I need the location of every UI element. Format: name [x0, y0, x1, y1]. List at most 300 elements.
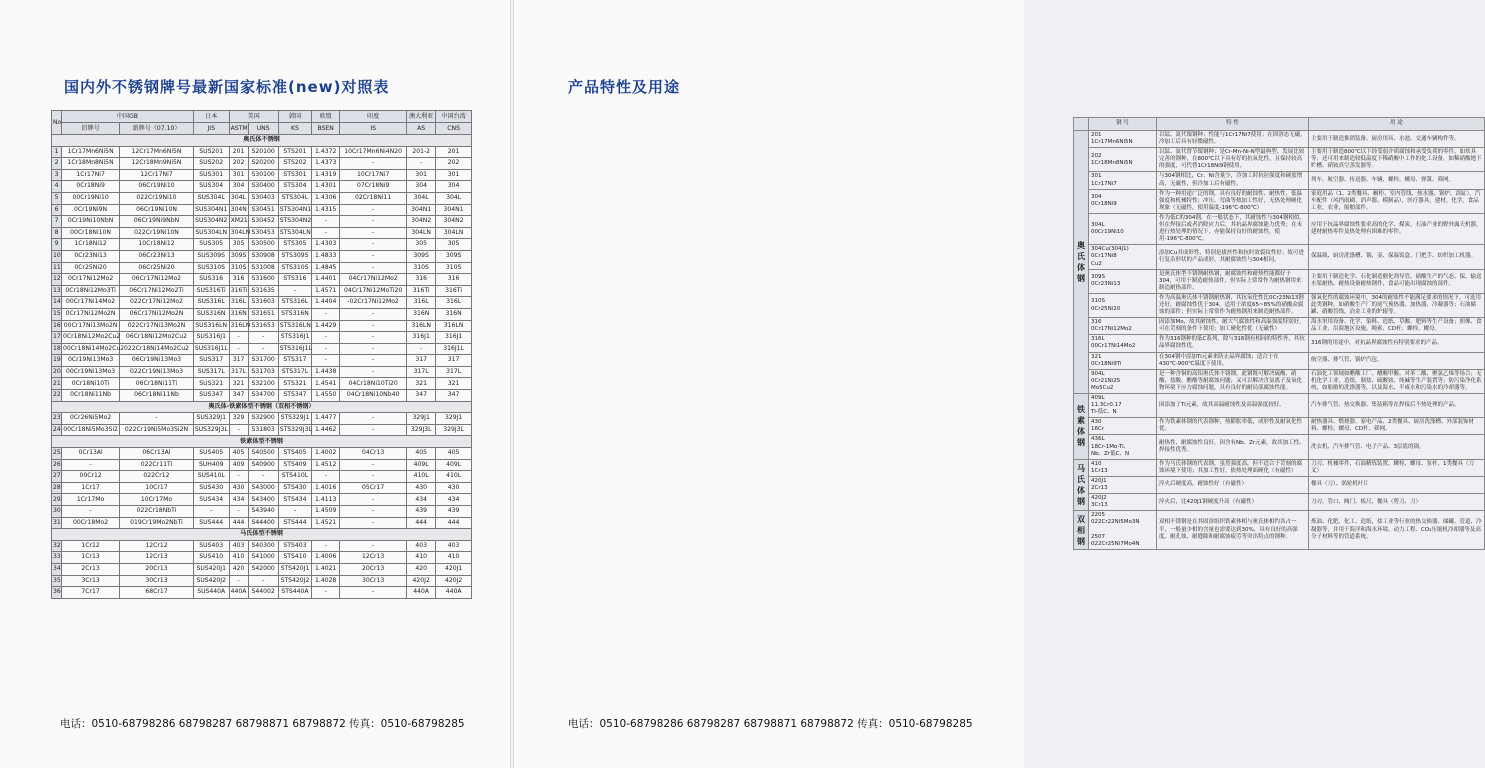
category-label: 铁 素 体 钢 [1074, 394, 1089, 460]
features-cell: 在304钢中添加Ti元素来防止晶界腐蚀；适合于在430℃-900℃温度下使用。 [1157, 352, 1309, 369]
table-cell: 329 [229, 413, 248, 425]
table-cell: 317 [436, 355, 472, 367]
row-number: 33 [52, 552, 62, 564]
table-cell: - [248, 343, 278, 355]
table-cell: STS317 [278, 355, 312, 367]
table-cell: 022Cr17Ni12Mo2 [120, 297, 194, 309]
table-cell: 0Cr18Ni11Nb [62, 390, 120, 402]
table-cell: S41000 [248, 552, 278, 564]
table-cell: 022Cr18NbTi [120, 506, 194, 518]
table-cell: 301 [407, 169, 436, 181]
uses-cell: 主要用于制造化学、石化制造催化剂导管、硝酸生产的气态、保、输送水渠耐热、耐热设备耐热钢件，食品可能出现腐蚀的部件。 [1309, 269, 1485, 293]
features-cell: 淬火后硬度高，耐蚀性好（有磁性） [1157, 476, 1309, 493]
table-row [52, 517, 472, 529]
table-cell: 317L [407, 366, 436, 378]
table-cell: S31803 [248, 424, 278, 436]
page-fold [510, 0, 514, 768]
properties-table [1073, 117, 1485, 550]
table-cell: SUS405 [193, 448, 229, 460]
table-cell: SUS316LN [193, 320, 229, 332]
table-cell: SUS202 [193, 158, 229, 170]
table-cell: - [340, 320, 407, 332]
table-cell: S32900 [248, 413, 278, 425]
table-cell: 1.4477 [312, 413, 340, 425]
table-cell: S31603 [248, 297, 278, 309]
table-cell: - [340, 459, 407, 471]
table-cell: 00Cr19Ni10 [62, 192, 120, 204]
table-row [1074, 494, 1485, 511]
table-cell: STS316 [278, 274, 312, 286]
table-cell: 316L [436, 297, 472, 309]
page-title: 国内外不锈钢牌号最新国家标准(new)对照表 [64, 78, 390, 96]
features-cell: 作为低C的304钢，在一般状态下，其耐蚀性与304钢相似，但在焊接后或者消除应力后，其抗晶界腐蚀能力优秀；在未进行热处理的情况下，亦能保持良好的耐蚀性，使用-196℃-800℃。 [1157, 213, 1309, 244]
table-cell: 410 [229, 552, 248, 564]
row-number: 23 [52, 413, 62, 425]
table-cell: 00Cr18Ni5Mo3Si2 [62, 424, 120, 436]
table-cell: 05Cr17 [340, 482, 407, 494]
table-row [1074, 213, 1485, 244]
table-cell: 409L [407, 459, 436, 471]
table-cell: 444 [436, 517, 472, 529]
table-row [52, 204, 472, 216]
table-cell: - [340, 366, 407, 378]
table-cell: 305 [407, 239, 436, 251]
table-cell: - [312, 227, 340, 239]
contact-footer: 电话：0510-68798286 68798287 68798871 68798872 传真：0510-68798285 [60, 718, 465, 730]
table-cell: SUS321 [193, 378, 229, 390]
table-cell: - [278, 506, 312, 518]
table-cell: - [229, 424, 248, 436]
col-jis-code: JIS [193, 123, 229, 135]
table-cell: - [340, 239, 407, 251]
table-cell: 2Cr13 [62, 563, 120, 575]
table-cell: - [120, 413, 194, 425]
table-cell: 316Ti [229, 285, 248, 297]
col-gb-old: 旧牌号 [62, 123, 120, 135]
table-cell: 304LN [229, 227, 248, 239]
table-cell: STS316J1L [278, 343, 312, 355]
table-cell: 06Cr13Al [120, 448, 194, 460]
table-row [1074, 459, 1485, 476]
table-row [1074, 269, 1485, 293]
table-cell: SUS316J1L [193, 343, 229, 355]
table-cell: 0Cr19Ni13Mo3 [62, 355, 120, 367]
table-row [52, 448, 472, 460]
table-cell: 04Cr17Ni12Mo2 [340, 274, 407, 286]
row-number: 6 [52, 204, 62, 216]
table-cell: S30400 [248, 181, 278, 193]
table-cell: - [312, 471, 340, 483]
table-cell: - [312, 587, 340, 599]
grade-comparison-table [51, 110, 472, 599]
table-cell: 440A [229, 587, 248, 599]
table-row [1074, 245, 1485, 269]
category-label: 双 相 钢 [1074, 511, 1089, 549]
table-cell: STS304LN [278, 227, 312, 239]
table-cell: 439 [407, 506, 436, 518]
table-cell: STS309S [278, 250, 312, 262]
table-cell: S43400 [248, 494, 278, 506]
uses-cell: 家庭用品（1、2类餐具、橱柜、室内管线、热水器、锅炉、浴缸），汽车配件（风挡雨刷、消声器、模制品），医疗器具，建材，化学，食品工业，农业，船舶部件。 [1309, 189, 1485, 213]
features-cell: 耐热性、耐腐蚀性良好，因含有Nb、Zr元素，故其加工性、焊接性优秀。 [1157, 435, 1309, 459]
grade-cell: 310S 0Cr25Ni20 [1089, 293, 1157, 317]
table-cell: 304L [407, 192, 436, 204]
table-cell: 12Cr13 [120, 552, 194, 564]
table-cell: 201 [229, 146, 248, 158]
group-row [52, 135, 472, 147]
table-cell: 1.4021 [312, 563, 340, 575]
table-row [1074, 418, 1485, 435]
table-cell: S31703 [248, 366, 278, 378]
table-cell: - [340, 204, 407, 216]
table-cell: 304 [436, 181, 472, 193]
table-cell: S42000 [248, 563, 278, 575]
uses-cell: 316钢的用途中，对抗晶界腐蚀性有特别要求的产品。 [1309, 335, 1485, 352]
table-row [52, 366, 472, 378]
table-cell: SUS304N2 [193, 216, 229, 228]
table-cell: S30452 [248, 216, 278, 228]
table-cell: 316N [229, 308, 248, 320]
table-cell: 329J1 [407, 413, 436, 425]
table-cell: 403 [436, 540, 472, 552]
table-row [1074, 476, 1485, 493]
table-cell: 304N [229, 204, 248, 216]
table-cell: 10Cr18Ni12 [120, 239, 194, 251]
table-cell: 1.4509 [312, 506, 340, 518]
table-cell: 1Cr18Mn8Ni5N [62, 158, 120, 170]
table-cell: STS405 [278, 448, 312, 460]
table-cell: S44002 [248, 587, 278, 599]
table-cell: SUS309S [193, 250, 229, 262]
grade-cell: 420J2 3Cr13 [1089, 494, 1157, 511]
table-cell: STS201 [278, 146, 312, 158]
category-label: 马 氏 体 钢 [1074, 459, 1089, 511]
table-row [1074, 318, 1485, 335]
table-cell: 410L [407, 471, 436, 483]
table-cell: - [229, 506, 248, 518]
table-cell: - [340, 332, 407, 344]
table-cell: 10Cr17Ni7 [340, 169, 407, 181]
table-cell: 434 [407, 494, 436, 506]
table-cell: 0Cr17Ni12Mo2N [62, 308, 120, 320]
table-cell: - [312, 308, 340, 320]
table-cell: S20100 [248, 146, 278, 158]
features-cell: 是一种含铜的高铝奥氏体不锈钢，此钢既可解决硫酸、硝酸、盐酸、醋酸等耐腐蚀问题；又可以解决含氯离子及氧化物环境下应力腐蚀问题，具有良好的耐局部腐蚀性能。 [1157, 369, 1309, 393]
table-cell: 405 [229, 448, 248, 460]
row-number: 20 [52, 366, 62, 378]
table-cell: 1.4571 [312, 285, 340, 297]
grade-cell: 409L 11.3Cr0.17 Ti-低C、N [1089, 394, 1157, 418]
table-row [52, 552, 472, 564]
table-cell: XM21 [229, 216, 248, 228]
table-row [52, 587, 472, 599]
table-cell: - [312, 343, 340, 355]
table-cell: 304L [436, 192, 472, 204]
table-cell: - [340, 227, 407, 239]
col-no: No [52, 111, 62, 135]
table-cell: 0Cr19Ni9N [62, 204, 120, 216]
features-cell: 淬火后，比420J1钢硬度升高（有磁性） [1157, 494, 1309, 511]
table-cell: SUS430 [193, 482, 229, 494]
table-cell: 1.4306 [312, 192, 340, 204]
table-row [52, 413, 472, 425]
table-row [1074, 131, 1485, 148]
col-bsen-code: BSEN [312, 123, 340, 135]
table-cell: 022Cr19Ni10 [120, 192, 194, 204]
table-cell: STS202 [278, 158, 312, 170]
table-cell: 1.4401 [312, 274, 340, 286]
table-cell: SUS304LN [193, 227, 229, 239]
table-cell: 317 [229, 355, 248, 367]
table-cell: 1.4833 [312, 250, 340, 262]
table-row [1074, 189, 1485, 213]
table-cell: STS304L [278, 192, 312, 204]
table-cell: 1.4372 [312, 146, 340, 158]
table-cell: 1Cr12 [62, 540, 120, 552]
table-cell: 316N [436, 308, 472, 320]
table-cell: 3Cr13 [62, 575, 120, 587]
table-cell: STS321 [278, 378, 312, 390]
table-cell: 1.4438 [312, 366, 340, 378]
table-cell: 0Cr25Ni20 [62, 262, 120, 274]
table-cell: 305 [229, 239, 248, 251]
table-cell: 405 [436, 448, 472, 460]
table-cell: 0Cr18Ni12Mo2Cu2 [62, 332, 120, 344]
table-cell: SUS440A [193, 587, 229, 599]
table-cell: SUS304L [193, 192, 229, 204]
uses-cell: 石油化工领域如醋酸工厂、醋酸甲酸、对苯二酸、聚氯乙烯等场合；无机化学工业，造纸，制盐、硫酸铵、纯碱等生产装置等；防污染净化系统，如船舶的洗涤器等，以及海水、半咸水和污染水的冷却器等。 [1309, 369, 1485, 393]
grade-cell: 430 16Cr [1089, 418, 1157, 435]
table-cell: 316LN [407, 320, 436, 332]
table-cell: 316L [229, 297, 248, 309]
table-cell: 316LN [229, 320, 248, 332]
table-cell: 1.4319 [312, 169, 340, 181]
table-cell: 0Cr19Ni10NbN [62, 216, 120, 228]
table-cell: 310S [407, 262, 436, 274]
table-cell: 420 [229, 563, 248, 575]
col-uses: 用 途 [1309, 118, 1485, 131]
uses-cell: 炼油、化肥、化工、造纸、盐工业等行业的热交换器、储罐、管道、冷凝器等，并用于海洋和海水环境、动力工程、CO₂压缩机冷却器等及高分子材料等的管道系统。 [1309, 511, 1485, 549]
table-cell: 321 [407, 378, 436, 390]
table-cell: 1Cr17Mo [62, 494, 120, 506]
uses-cell: 强氧化性的腐蚀环境中，304的耐蚀性不能满足要求的情况下，可选用此类钢种，如硝酸生产厂的尾气预热器、加热器、冷凝器等；石油储罐、硝酸管线，冶金工业的炉辊等。 [1309, 293, 1485, 317]
table-body [52, 135, 472, 599]
table-cell: 316Ti [407, 285, 436, 297]
table-row [52, 274, 472, 286]
table-cell: - [62, 459, 120, 471]
uses-cell: 餐具（刀）、涡轮机叶片 [1309, 476, 1485, 493]
row-number: 11 [52, 262, 62, 274]
row-number: 17 [52, 332, 62, 344]
col-usa: 美国 [229, 111, 278, 123]
table-cell: - [229, 471, 248, 483]
table-cell: 06Cr19Ni10 [120, 181, 194, 193]
table-cell: S40300 [248, 540, 278, 552]
table-cell: - [248, 332, 278, 344]
table-row [52, 471, 472, 483]
table-cell: 0Cr17Ni12Mo2 [62, 274, 120, 286]
table-row [1074, 148, 1485, 172]
table-cell: 1.4550 [312, 390, 340, 402]
col-category [1074, 118, 1089, 131]
table-cell: STS403 [278, 540, 312, 552]
row-number: 4 [52, 181, 62, 193]
table-cell: 1Cr17 [62, 482, 120, 494]
table-row [1074, 511, 1485, 549]
row-number: 35 [52, 575, 62, 587]
table-cell: 1.4315 [312, 204, 340, 216]
uses-cell: 刀刃、机械零件、石油精炼装置、螺栓、螺母、泵杆、1类餐具（刀叉） [1309, 459, 1485, 476]
col-bsen: 欧盟 [312, 111, 340, 123]
col-ks-code: KS [278, 123, 312, 135]
table-cell: 00Cr19Ni13Mo3 [62, 366, 120, 378]
table-cell: SUS304 [193, 181, 229, 193]
features-cell: 因添加Mo，故其耐蚀性、耐大气腐蚀性和高温强度特别好，可在苛刻的条件下使用；加工硬化性优（无磁性） [1157, 318, 1309, 335]
table-cell: - [340, 471, 407, 483]
col-features: 特 性 [1157, 118, 1309, 131]
table-cell: 1.4429 [312, 320, 340, 332]
table-cell: SUS420J1 [193, 563, 229, 575]
table-cell: S31635 [248, 285, 278, 297]
table-cell: STS430 [278, 482, 312, 494]
uses-cell: 主要用于制造800℃以下经受弱介质腐蚀和承受负荷的零件，如炊具等；还可用来制造较低温度下稀硝酸中工作的化工设备，如稀硝酸地下贮槽、硝铵真空蒸发器等。 [1309, 148, 1485, 172]
table-cell: 00Cr18Mo2 [62, 517, 120, 529]
table-cell: 022Cr12 [120, 471, 194, 483]
table-cell: 430 [407, 482, 436, 494]
group-row [52, 436, 472, 448]
table-cell: SUS403 [193, 540, 229, 552]
table-cell: - [229, 332, 248, 344]
table-cell: S30453 [248, 227, 278, 239]
table-cell: 420J2 [436, 575, 472, 587]
table-cell: STS304N1 [278, 204, 312, 216]
table-cell: 0Cr18Ni9 [62, 181, 120, 193]
row-number: 19 [52, 355, 62, 367]
uses-cell: 海水里用设备、化学、染料、造纸、草酸、肥料等生产设备；照像、食品工业、沿海地区设施、绳索、CD杆、螺栓、螺母。 [1309, 318, 1485, 335]
table-row [52, 482, 472, 494]
table-cell: S31008 [248, 262, 278, 274]
uses-cell: 刀刃、管口、阀门、板尺、餐具（剪刀、刀） [1309, 494, 1485, 511]
contact-footer: 电话：0510-68798286 68798287 68798871 68798872 传真：0510-68798285 [568, 718, 973, 730]
table-cell: 304N2 [407, 216, 436, 228]
table-cell: STS420J1 [278, 563, 312, 575]
table-cell: STS329J3L [278, 424, 312, 436]
table-cell: SUS305 [193, 239, 229, 251]
table-cell: 00Cr18Ni10N [62, 227, 120, 239]
table-cell: STS301 [278, 169, 312, 181]
table-cell: - [340, 413, 407, 425]
table-cell: 0Cr13Al [62, 448, 120, 460]
table-cell: 430 [436, 482, 472, 494]
row-number: 9 [52, 239, 62, 251]
col-cns: 中国台湾 [436, 111, 472, 123]
grade-cell: 304 0Cr18Ni9 [1089, 189, 1157, 213]
table-cell: S43940 [248, 506, 278, 518]
table-cell: 316Ti [436, 285, 472, 297]
table-cell: 310S [229, 262, 248, 274]
grade-cell: 316 0Cr17Ni12Mo2 [1089, 318, 1157, 335]
table-cell: - [340, 343, 407, 355]
features-cell: 双相不锈钢是在其固溶组织铁素体相与奥氏体相约各占一半，一般量少相的含量也需要达到30%，具有良好的高强度、耐孔蚀、耐缝隙和耐腐蚀疲劳等突出特点的钢种。 [1157, 511, 1309, 549]
table-cell: 309S [229, 250, 248, 262]
table-cell: 0Cr26Ni5Mo2 [62, 413, 120, 425]
table-cell: STS410L [278, 471, 312, 483]
table-cell: S31653 [248, 320, 278, 332]
table-cell: STS440A [278, 587, 312, 599]
table-row [52, 169, 472, 181]
table-cell: - [340, 506, 407, 518]
group-row [52, 529, 472, 541]
table-cell: 201-2 [407, 146, 436, 158]
table-cell: S32100 [248, 378, 278, 390]
table-cell: SUS317L [193, 366, 229, 378]
col-as-code: AS [407, 123, 436, 135]
table-cell: STS304 [278, 181, 312, 193]
table-cell: 20Cr13 [340, 563, 407, 575]
table-cell: 444 [407, 517, 436, 529]
table-row [1074, 335, 1485, 352]
uses-cell: 列车、航空器、传送器、车辆、螺栓、螺母、弹簧、筛网。 [1309, 172, 1485, 189]
table-row [52, 424, 472, 436]
table-cell: 347 [407, 390, 436, 402]
grade-cell: 202 1Cr18Mn8Ni5N [1089, 148, 1157, 172]
col-astm: ASTM [229, 123, 248, 135]
row-number: 24 [52, 424, 62, 436]
table-row [52, 378, 472, 390]
table-cell: STS305 [278, 239, 312, 251]
table-cell: SUS410 [193, 552, 229, 564]
table-cell: SUS310S [193, 262, 229, 274]
table-cell: - [407, 343, 436, 355]
grade-cell: 201 1Cr17Mn6Ni5N [1089, 131, 1157, 148]
table-cell: S34700 [248, 390, 278, 402]
table-cell: - [248, 471, 278, 483]
table-cell: 403 [229, 540, 248, 552]
table-cell: 06Cr17Ni12Mo2Ti [120, 285, 194, 297]
table-cell: - [340, 262, 407, 274]
table-cell: - [340, 517, 407, 529]
col-uns: UNS [248, 123, 278, 135]
table-cell: 420J1 [436, 563, 472, 575]
table-cell: STS434 [278, 494, 312, 506]
row-number: 32 [52, 540, 62, 552]
table-cell: 20Cr13 [120, 563, 194, 575]
table-cell: - [340, 216, 407, 228]
table-cell: 1.4303 [312, 239, 340, 251]
left-page [0, 0, 512, 768]
table-cell: SUH409 [193, 459, 229, 471]
table-cell: - [248, 575, 278, 587]
table-cell: STS310S [278, 262, 312, 274]
group-label: 奥氏体-铁素体型不锈钢（双相不锈钢） [52, 401, 472, 413]
table-cell: 316J1 [407, 332, 436, 344]
table-cell: 309S [407, 250, 436, 262]
table-cell: 12Cr17Ni7 [120, 169, 194, 181]
table-cell: 430 [229, 482, 248, 494]
table-row [52, 494, 472, 506]
table-cell: - [278, 285, 312, 297]
table-row [52, 575, 472, 587]
table-cell: - [312, 216, 340, 228]
features-cell: 作为316钢种的低C系列，除与316钢有相同的特性外，其抗晶界腐蚀性优。 [1157, 335, 1309, 352]
table-row [52, 250, 472, 262]
table-cell: 1.4373 [312, 158, 340, 170]
table-cell: 0Cr23Ni13 [62, 250, 120, 262]
table-cell: - [312, 540, 340, 552]
group-row [52, 401, 472, 413]
group-label: 马氏体型不锈钢 [52, 529, 472, 541]
table-cell: 444 [229, 517, 248, 529]
